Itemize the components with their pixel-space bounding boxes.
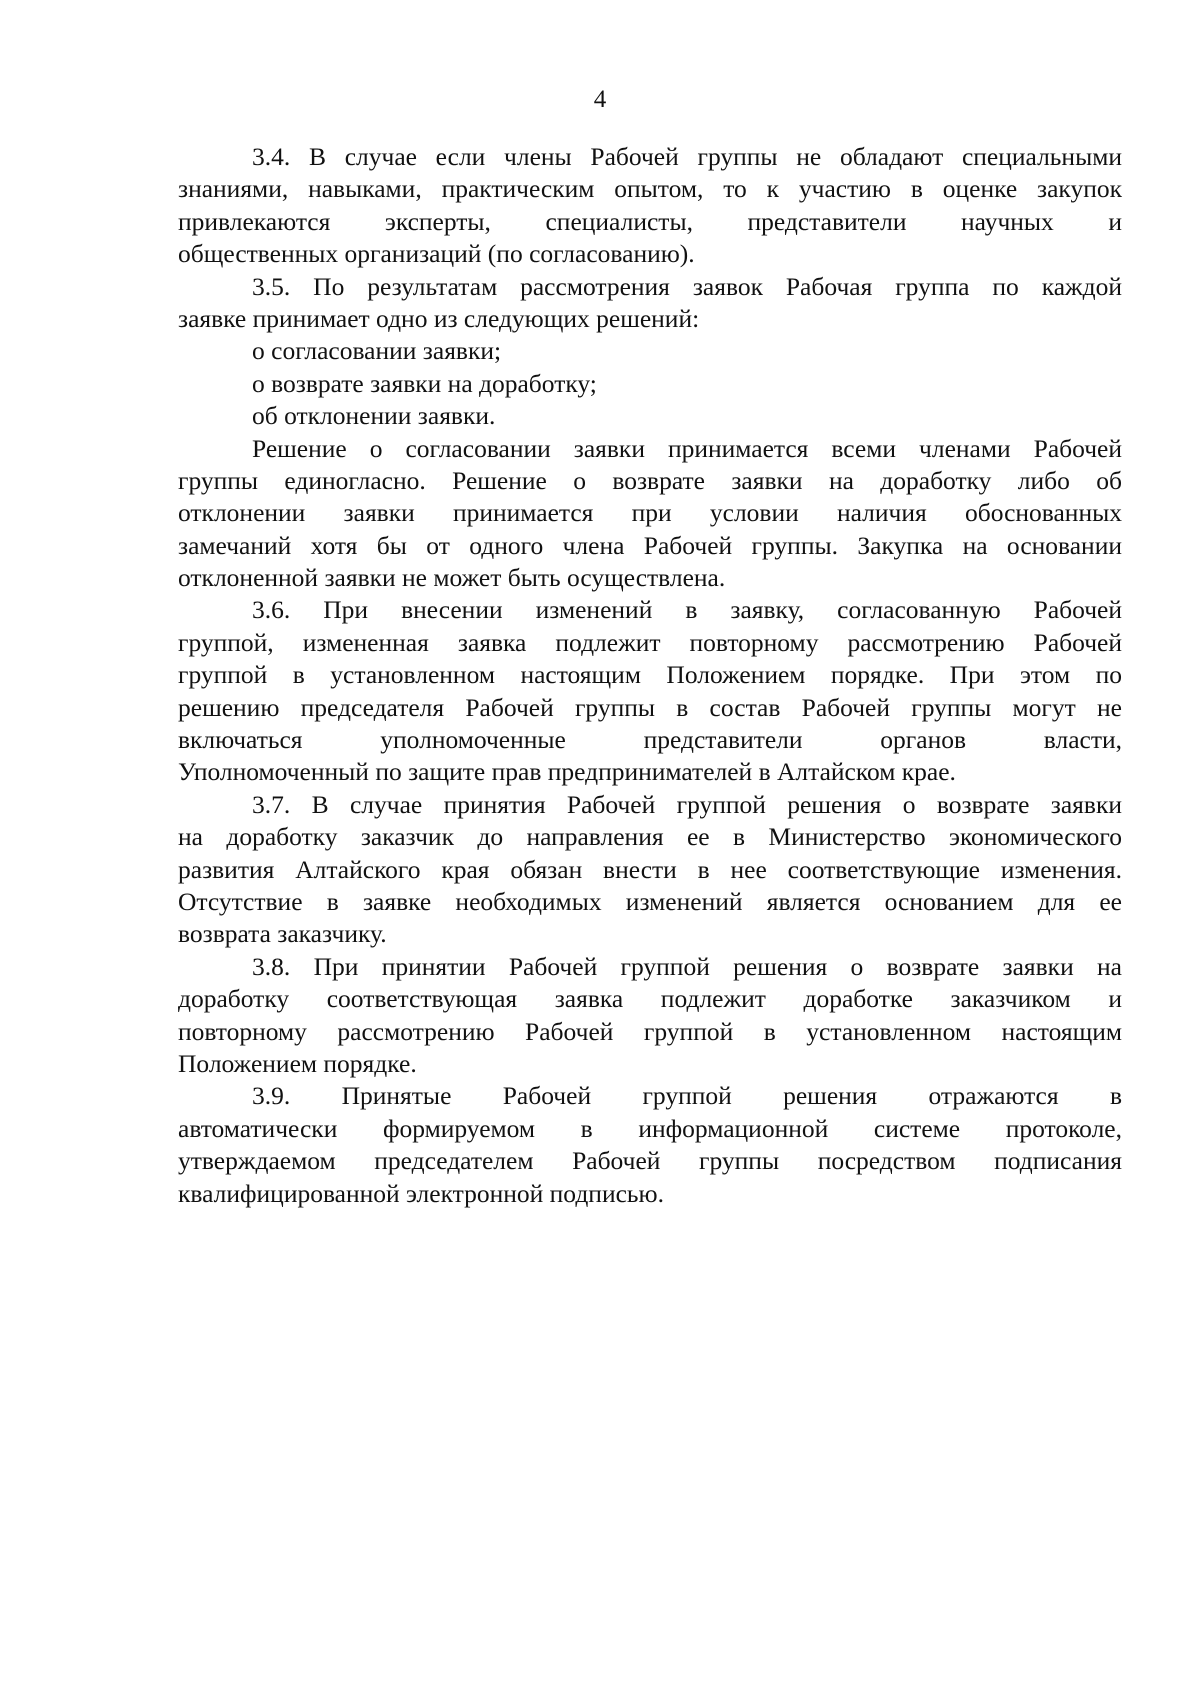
text-line: группы единогласно. Решение о возврате заявки на доработку либо об (178, 465, 1122, 495)
text-line: включаться уполномоченные представители органов власти, (178, 725, 1122, 755)
text-line: утверждаемом председателем Рабочей группы посредством подписания (178, 1146, 1122, 1176)
text-line: об отклонении заявки. (252, 401, 496, 431)
text-line: на доработку заказчик до направления ее в Министерство экономического (178, 822, 1122, 852)
text-line: отклоненной заявки не может быть осуществлена. (178, 563, 726, 593)
text-line: Решение о согласовании заявки принимается всеми членами Рабочей (252, 433, 1122, 463)
text-line: о согласовании заявки; (252, 336, 502, 366)
document-body (178, 141, 1122, 1210)
text-line: 3.6. При внесении изменений в заявку, согласованную Рабочей (252, 595, 1122, 625)
text-line: повторному рассмотрению Рабочей группой в установленном настоящим (178, 1016, 1122, 1046)
text-line: Положением порядке. (178, 1048, 417, 1078)
text-line: группой, измененная заявка подлежит повторному рассмотрению Рабочей (178, 627, 1122, 657)
text-line: отклонении заявки принимается при условии наличия обоснованных (178, 498, 1122, 528)
text-line: доработку соответствующая заявка подлежит доработке заказчиком и (178, 984, 1122, 1014)
text-line: знаниями, навыками, практическим опытом, то к участию в оценке закупок (178, 174, 1122, 204)
text-line: 3.7. В случае принятия Рабочей группой решения о возврате заявки (252, 789, 1122, 819)
text-line: о возврате заявки на доработку; (252, 368, 597, 398)
text-line: заявке принимает одно из следующих решений: (178, 303, 700, 333)
text-line: 3.9. Принятые Рабочей группой решения отражаются в (252, 1081, 1122, 1111)
text-line: группой в установленном настоящим Положением порядке. При этом по (178, 660, 1122, 690)
text-line: квалифицированной электронной подписью. (178, 1178, 664, 1208)
text-line: 3.5. По результатам рассмотрения заявок Рабочая группа по каждой (252, 271, 1122, 301)
text-line: Отсутствие в заявке необходимых изменений является основанием для ее (178, 886, 1122, 916)
text-line: возврата заказчику. (178, 919, 387, 949)
text-line: общественных организаций (по согласованию). (178, 239, 695, 269)
text-line: автоматически формируемом в информационной системе протоколе, (178, 1113, 1122, 1143)
text-line: замечаний хотя бы от одного члена Рабочей группы. Закупка на основании (178, 530, 1122, 560)
text-line: привлекаются эксперты, специалисты, представители научных и (178, 206, 1122, 236)
text-line: Уполномоченный по защите прав предпринимателей в Алтайском крае. (178, 757, 956, 787)
text-line: решению председателя Рабочей группы в состав Рабочей группы могут не (178, 692, 1122, 722)
text-line: 3.8. При принятии Рабочей группой решения о возврате заявки на (252, 951, 1122, 981)
text-line: развития Алтайского края обязан внести в нее соответствующие изменения. (178, 854, 1122, 884)
page-number: 4 (593, 86, 607, 113)
text-line: 3.4. В случае если члены Рабочей группы не обладают специальными (252, 142, 1122, 171)
